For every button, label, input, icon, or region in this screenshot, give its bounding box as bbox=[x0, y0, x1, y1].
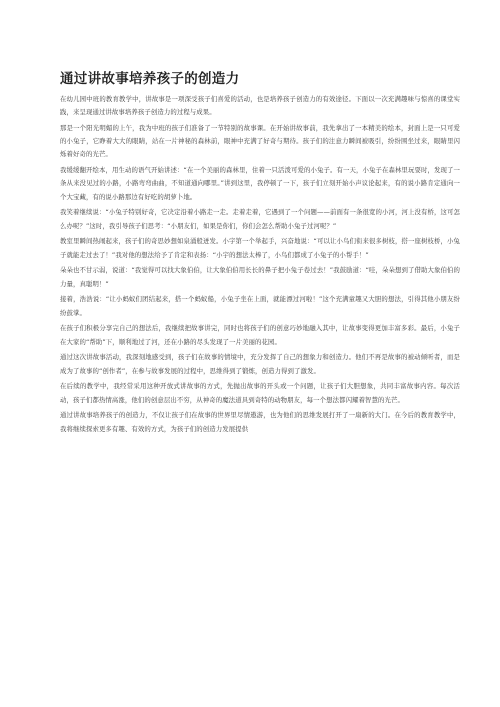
paragraph-11: 通过讲故事培养孩子的创造力，不仅让孩子们在故事的世界里尽情遨游，也为他们的思维发展打开了一扇新的大门。在今后的教育教学中，我将继续探索更多有趣、有效的方式，为孩子们的创造力发展提供 bbox=[60, 411, 460, 433]
paragraph-6: 朵朵也不甘示弱，说道：“我觉得可以找大象伯伯，让大象伯伯用长长的鼻子把小兔子卷过去！”我鼓励道：“哇，朵朵想到了借助大象伯伯的力量，真聪明！” bbox=[60, 266, 460, 288]
paragraph-10: 在后续的教学中，我经常采用这种开放式讲故事的方式，先抛出故事的开头或一个问题，让孩子们大胆想象，共同丰富故事内容。每次活动，孩子们都热情高涨，他们的创意层出不穷，从神奇的魔法道具到奇特的动物朋友，每一个想法都闪耀着智慧的光芒。 bbox=[60, 382, 460, 404]
paragraph-9: 通过这次讲故事活动，我深刻地感受到，孩子们在故事的情境中，充分发挥了自己的想象力和创造力。他们不再是故事的被动倾听者，而是成为了故事的“创作者”，在参与故事发展的过程中，思维得到了锻炼，创造力得到了激发。 bbox=[60, 353, 460, 375]
paragraph-3: 我缓缓翻开绘本，用生动的语气开始讲述：“在一个美丽的森林里，住着一只活泼可爱的小兔子。有一天，小兔子在森林里玩耍时，发现了一条从来没见过的小路，小路弯弯曲曲，不知道通向哪里。”讲到这里，我停顿了一下，孩子们立刻开始小声议论起来，有的说小路肯定通向一个大宝藏，有的说小路那边有好吃的胡萝卜地。 bbox=[60, 166, 460, 201]
paragraph-5: 教室里瞬间热闹起来，孩子们的奇思妙想如泉涌般迸发。小宇第一个举起手，兴奋地说：“可以让小鸟们衔来很多树枝，搭一座树枝桥，小兔子就能走过去了！”我对他的想法给予了肯定和表扬：“小宇的想法太棒了，小鸟们都成了小兔子的小帮手！” bbox=[60, 237, 460, 259]
paragraph-8: 在孩子们积极分享完自己的想法后，我继续把故事讲完，同时也将孩子们的创意巧妙地融入其中，让故事变得更加丰富多彩。最后，小兔子在大家的“帮助”下，顺利地过了河，还在小路的尽头发现了一片美丽的花园。 bbox=[60, 324, 460, 346]
paragraph-1: 在幼儿园中班的教育教学中，讲故事是一项深受孩子们喜爱的活动，也是培养孩子创造力的有效途径。下面以一次充满趣味与惊喜的课堂实践，来呈现通过讲故事培养孩子创造力的过程与成果。 bbox=[60, 95, 460, 117]
document-title: 通过讲故事培养孩子的创造力 bbox=[60, 71, 240, 87]
paragraph-2: 那是一个阳光明媚的上午，我为中班的孩子们准备了一节特别的故事课。在开始讲故事前，我先拿出了一本精美的绘本，封面上是一只可爱的小兔子，它睁着大大的眼睛，站在一片神秘的森林前，眼神中充满了好奇与期待。孩子们的注意力瞬间被吸引，纷纷围坐过来，眼睛里闪烁着好奇的光芒。 bbox=[60, 124, 460, 159]
paragraph-7: 接着，浩浩说：“让小蚂蚁们团结起来，搭一个蚂蚁船，小兔子坐在上面，就能漂过河啦！”这个充满童趣又大胆的想法，引得其他小朋友纷纷鼓掌。 bbox=[60, 295, 460, 317]
document-page bbox=[60, 70, 460, 438]
paragraph-4: 我笑着继续说：“小兔子特别好奇，它决定沿着小路走一走。走着走着，它遇到了一个问题——前面有一条很宽的小河，河上没有桥，这可怎么办呢？”这时，我引导孩子们思考：“小朋友们，如果是你们，你们会怎么帮助小兔子过河呢？” bbox=[60, 208, 460, 230]
